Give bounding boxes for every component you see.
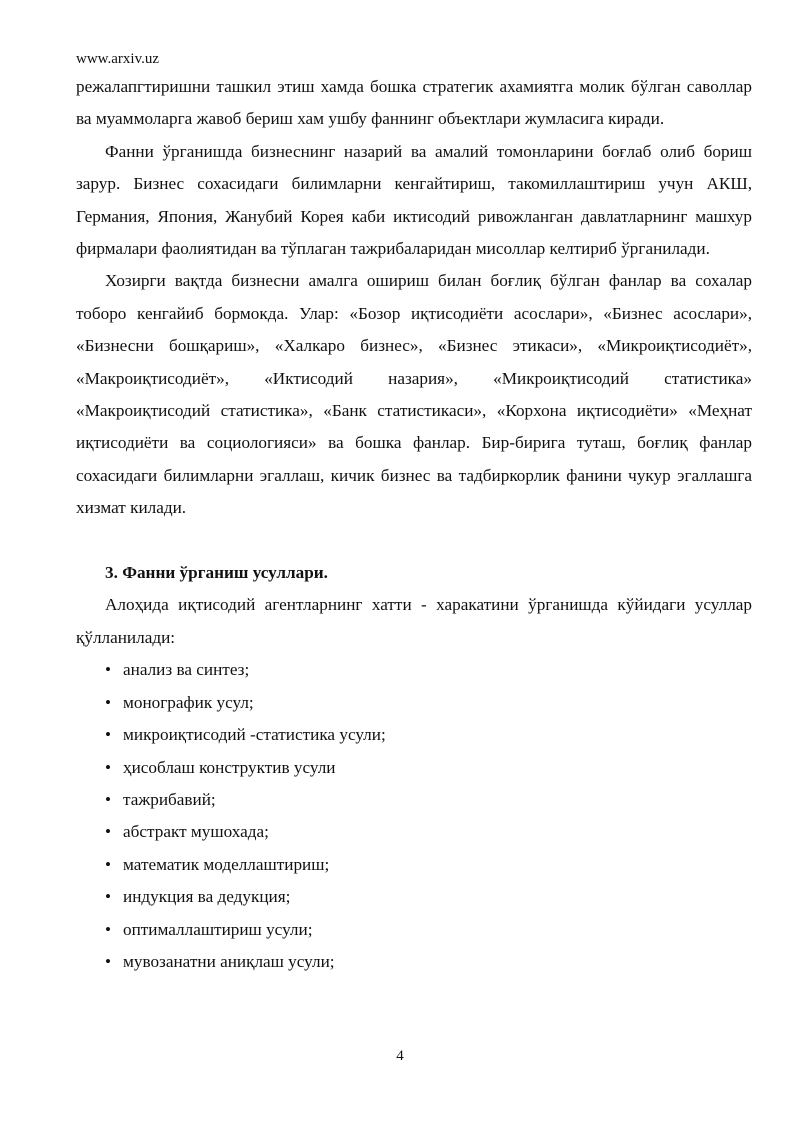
list-item bbox=[105, 687, 752, 719]
list-item-text: тажрибавий; bbox=[123, 789, 216, 809]
list-item bbox=[105, 914, 752, 946]
list-item bbox=[105, 816, 752, 848]
list-item bbox=[105, 946, 752, 978]
list-item bbox=[105, 719, 752, 751]
list-item-text: монографик усул; bbox=[123, 692, 254, 712]
list-item-text: индукция ва дедукция; bbox=[123, 887, 291, 907]
bullet-icon: • bbox=[105, 919, 112, 939]
bullet-icon: • bbox=[105, 887, 112, 907]
document-body bbox=[76, 71, 752, 978]
bullet-icon: • bbox=[105, 822, 112, 842]
bullet-icon: • bbox=[105, 725, 112, 745]
section-gap bbox=[76, 525, 752, 557]
paragraph-continuation: режалапгтиришни ташкил этиш хамда бошка стратегик ахамиятга молик бўлган саволлар ва муаммоларга жавоб бериш хам ушбу фаннинг объектлари жумласига киради. bbox=[76, 77, 752, 129]
list-item-text: микроиқтисодий -статистика усули; bbox=[123, 725, 386, 745]
list-item-text: ҳисоблаш конструктив усули bbox=[123, 757, 336, 777]
list-item bbox=[105, 849, 752, 881]
list-item-text: математик моделлаштириш; bbox=[123, 854, 330, 874]
bullet-icon: • bbox=[105, 660, 112, 680]
paragraph-business-theory: Фанни ўрганишда бизнеснинг назарий ва амалий томонларини боғлаб олиб бориш зарур. Бизнес сохасидаги билимларни кенгайтириш, такомиллаштириш учун АКШ, Германия, Япония, Жанубий Корея каби иктисодий ривожланган давлатларнинг машхур фирмалари фаолиятидан ва тўплаган тажрибаларидан мисоллар келтириб ўрганилади. bbox=[76, 141, 752, 259]
list-item bbox=[105, 881, 752, 913]
section-intro: Алоҳида иқтисодий агентларнинг хатти - харакатини ўрганишда кўйидаги усуллар қўлланилади: bbox=[76, 595, 752, 647]
header-url: www.arxiv.uz bbox=[76, 51, 160, 67]
list-item-text: анализ ва синтез; bbox=[123, 660, 250, 680]
bullet-icon: • bbox=[105, 757, 112, 777]
bullet-icon: • bbox=[105, 951, 112, 971]
list-item bbox=[105, 654, 752, 686]
bullet-icon: • bbox=[105, 789, 112, 809]
list-item-text: оптималлаштириш усули; bbox=[123, 919, 313, 939]
list-item bbox=[105, 752, 752, 784]
list-item-text: абстракт мушохада; bbox=[123, 822, 269, 842]
page-number: 4 bbox=[396, 1048, 404, 1064]
list-item-text: мувозанатни аниқлаш усули; bbox=[123, 951, 335, 971]
bullet-icon: • bbox=[105, 854, 112, 874]
bullet-icon: • bbox=[105, 692, 112, 712]
section-heading: 3. Фанни ўрганиш усуллари. bbox=[105, 563, 328, 583]
methods-list bbox=[76, 654, 752, 978]
paragraph-related-subjects: Хозирги вақтда бизнесни амалга ошириш билан боғлиқ бўлган фанлар ва сохалар тоборо кенгайиб бормокда. Улар: «Бозор иқтисодиёти асослари», «Бизнес асослари», «Бизнесни бошқариш», «Халкаро бизнес», «Бизнес этикаси», «Микроиқтисодиёт», «Макроиқтисодиёт», «Иктисодий назария», «Микроиқтисодий статистика» «Макроиқтисодий статистика», «Банк статистикаси», «Корхона иқтисодиёти» «Меҳнат иқтисодиёти ва социологияси» ва бошка фанлар. Бир-бирига туташ, боғлиқ фанлар сохасидаги билимларни эгаллаш, кичик бизнес ва тадбиркорлик фанини чукур эгаллашга хизмат килади. bbox=[76, 271, 752, 518]
list-item bbox=[105, 784, 752, 816]
